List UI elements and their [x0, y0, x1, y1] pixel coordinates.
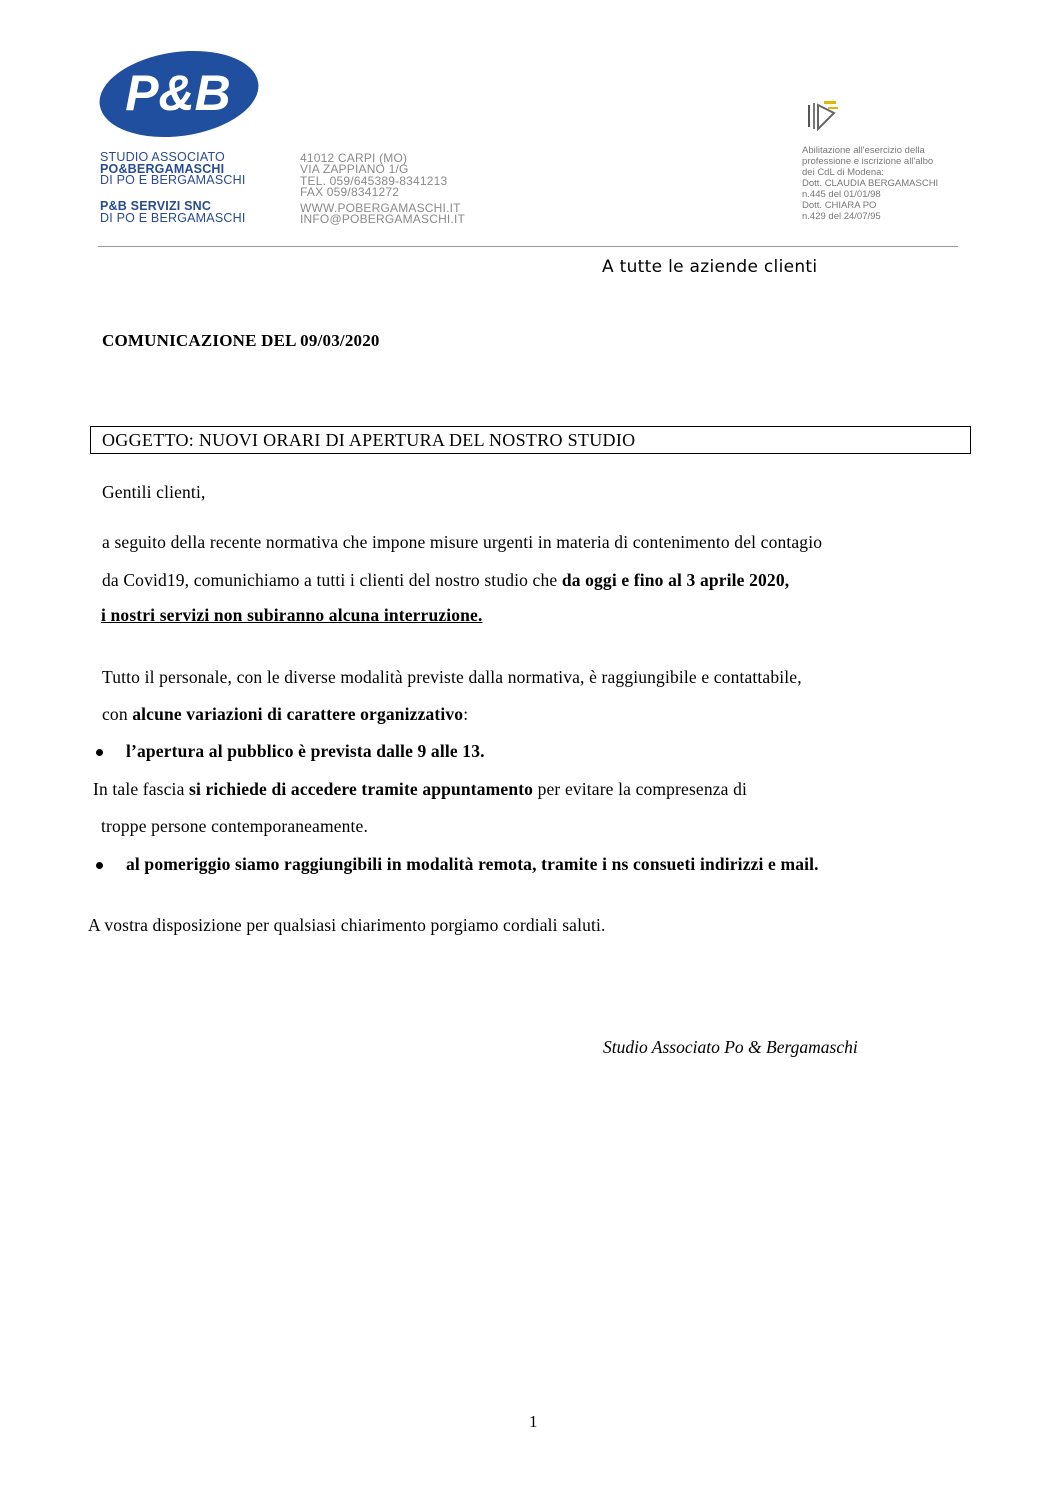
para1-line2: [102, 570, 789, 591]
greeting: Gentili clienti,: [102, 482, 206, 502]
address-line-4: FAX 059/8341272: [300, 184, 400, 199]
studio-line-3: DI PO E BERGAMASCHI: [100, 173, 246, 187]
registration-line-7: n.429 del 24/07/95: [802, 211, 881, 222]
para3-line1-end: per evitare la compresenza di: [533, 779, 747, 799]
recipient-line: A tutte le aziende clienti: [602, 257, 818, 277]
web-block: [300, 203, 465, 226]
registration-line-5: n.445 del 01/01/98: [802, 189, 881, 200]
para1-line2-text: da Covid19, comunichiamo a tutti i clienti del nostro studio che: [102, 570, 562, 590]
servizi-line-2: DI PO E BERGAMASCHI: [100, 210, 246, 225]
bullet-item-1: l’apertura al pubblico è prevista dalle 9 alle 13.: [126, 741, 485, 761]
para2-line2: [102, 704, 468, 725]
registration-line-4: Dott. CLAUDIA BERGAMASCHI: [802, 178, 939, 189]
page-number: 1: [529, 1412, 538, 1431]
registration-block: [802, 145, 938, 222]
registration-line-1: Abilitazione all'esercizio della: [802, 145, 925, 156]
bullet-dot: [96, 862, 103, 869]
bullet-dot: [96, 749, 103, 756]
closing-line: A vostra disposizione per qualsiasi chiarimento porgiamo cordiali saluti.: [88, 915, 606, 935]
communication-date: COMUNICAZIONE DEL 09/03/2020: [102, 331, 380, 350]
studio-block: [100, 152, 246, 187]
subject-line: OGGETTO: NUOVI ORARI DI APERTURA DEL NOSTRO STUDIO: [102, 430, 636, 450]
para1-line1: a seguito della recente normativa che impone misure urgenti in materia di contenimento del contagio: [102, 532, 823, 552]
registration-line-2: professione e iscrizione all'albo: [802, 156, 934, 167]
pb-logo: [98, 50, 260, 138]
signature: Studio Associato Po & Bergamaschi: [603, 1037, 858, 1057]
para2-line2-text: con: [102, 704, 133, 724]
address-block: [300, 153, 447, 198]
header-divider: [98, 246, 958, 247]
bullet-item-2: al pomeriggio siamo raggiungibili in modalità remota, tramite i ns consueti indirizzi e mail.: [126, 854, 819, 874]
registration-line-6: Dott. CHIARA PO: [802, 200, 877, 211]
emblem-icon: [806, 99, 840, 133]
para2-line1: Tutto il personale, con le diverse modalità previste dalla normativa, è raggiungibile e contattabile,: [102, 667, 802, 687]
servizi-line-1: P&B SERVIZI SNC: [100, 199, 212, 213]
address-line-3: TEL. 059/645389-8341213: [300, 173, 448, 188]
logo-text: P&B: [125, 65, 231, 121]
servizi-block: [100, 201, 246, 224]
studio-line-2: PO&BERGAMASCHI: [100, 161, 225, 176]
para1-line2-bold: da oggi e fino al 3 aprile 2020,: [561, 570, 790, 590]
para3-line1-text: In tale fascia: [93, 779, 190, 799]
web-line-1: WWW.POBERGAMASCHI.IT: [300, 201, 461, 215]
para2-line2-end: :: [463, 704, 469, 724]
para3-line1-bold: si richiede di accedere tramite appuntamento: [189, 779, 534, 799]
para2-line2-bold: alcune variazioni di carattere organizzativo: [132, 704, 464, 724]
registration-line-3: dei CdL di Modena:: [802, 167, 885, 178]
studio-line-1: STUDIO ASSOCIATO: [100, 150, 225, 164]
para3-line2: troppe persone contemporaneamente.: [101, 816, 369, 836]
para1-line3: i nostri servizi non subiranno alcuna interruzione.: [101, 605, 483, 625]
web-line-2: INFO@POBERGAMASCHI.IT: [300, 212, 466, 227]
address-line-1: 41012 CARPI (MO): [300, 151, 408, 165]
address-line-2: VIA ZAPPIANO 1/G: [300, 162, 409, 177]
para3-line1: [93, 779, 747, 800]
